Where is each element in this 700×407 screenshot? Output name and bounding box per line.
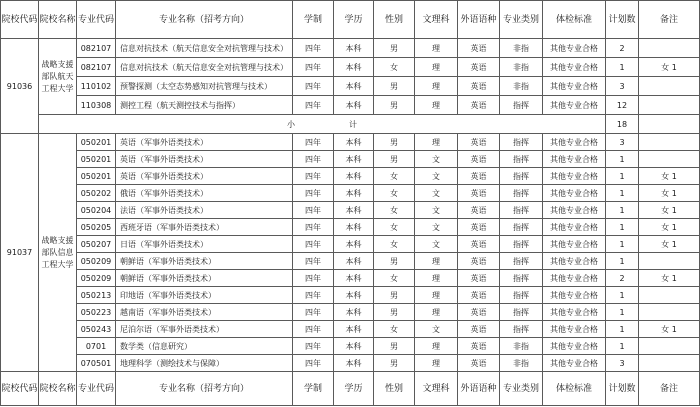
major-name-cell: 印地语（军事外语类技术） (116, 287, 293, 304)
language-cell: 英语 (458, 321, 500, 338)
duration-cell: 四年 (293, 77, 334, 96)
major-name-cell: 越南语（军事外语类技术） (116, 304, 293, 321)
header-track: 文理科 (415, 1, 458, 39)
language-cell: 英语 (458, 151, 500, 168)
note-cell: 女 1 (639, 202, 700, 219)
header-school-code: 院校代码 (1, 372, 39, 406)
language-cell: 英语 (458, 185, 500, 202)
gender-cell: 男 (374, 304, 415, 321)
table-row (1, 236, 700, 253)
header-language: 外语语种 (458, 372, 500, 406)
header-gender: 性别 (374, 372, 415, 406)
physical-cell: 其他专业合格 (543, 321, 606, 338)
track-cell: 文 (415, 321, 458, 338)
physical-cell: 其他专业合格 (543, 287, 606, 304)
header-school-code: 院校代码 (1, 1, 39, 39)
header-duration: 学制 (293, 372, 334, 406)
gender-cell: 女 (374, 58, 415, 77)
table-row (1, 253, 700, 270)
header-duration: 学制 (293, 1, 334, 39)
plan-cell: 1 (606, 287, 639, 304)
major-name-cell: 法语（军事外语类技术） (116, 202, 293, 219)
category-cell: 非指 (500, 338, 543, 355)
header-plan: 计划数 (606, 372, 639, 406)
category-cell: 指挥 (500, 134, 543, 151)
track-cell: 理 (415, 287, 458, 304)
note-cell (639, 355, 700, 372)
major-code-cell: 050201 (77, 134, 116, 151)
header-language: 外语语种 (458, 1, 500, 39)
track-cell: 文 (415, 219, 458, 236)
major-name-cell: 信息对抗技术（航天信息安全对抗管理与技术） (116, 39, 293, 58)
table-row (1, 219, 700, 236)
subtotal-label: 小计 (287, 119, 357, 129)
category-cell: 指挥 (500, 270, 543, 287)
track-cell: 理 (415, 338, 458, 355)
note-cell (639, 253, 700, 270)
header-gender: 性别 (374, 1, 415, 39)
major-name-cell: 测控工程（航天测控技术与指挥） (116, 96, 293, 115)
track-cell: 文 (415, 236, 458, 253)
gender-cell: 男 (374, 151, 415, 168)
header-plan: 计划数 (606, 1, 639, 39)
note-cell (639, 151, 700, 168)
table-row (1, 168, 700, 185)
plan-cell: 1 (606, 219, 639, 236)
plan-cell: 1 (606, 202, 639, 219)
note-cell (639, 39, 700, 58)
major-code-cell: 050201 (77, 151, 116, 168)
plan-cell: 1 (606, 338, 639, 355)
gender-cell: 男 (374, 39, 415, 58)
track-cell: 理 (415, 270, 458, 287)
note-cell (639, 134, 700, 151)
physical-cell: 其他专业合格 (543, 304, 606, 321)
gender-cell: 男 (374, 77, 415, 96)
gender-cell: 女 (374, 270, 415, 287)
subtotal-label-cell (39, 115, 606, 134)
duration-cell: 四年 (293, 338, 334, 355)
category-cell: 非指 (500, 77, 543, 96)
language-cell: 英语 (458, 355, 500, 372)
track-cell: 文 (415, 185, 458, 202)
table-row (1, 287, 700, 304)
plan-cell: 1 (606, 58, 639, 77)
major-name-cell: 日语（军事外语类技术） (116, 236, 293, 253)
degree-cell: 本科 (334, 77, 374, 96)
category-cell: 非指 (500, 58, 543, 77)
note-cell (639, 96, 700, 115)
language-cell: 英语 (458, 134, 500, 151)
track-cell: 文 (415, 151, 458, 168)
major-code-cell: 050201 (77, 168, 116, 185)
major-code-cell: 050202 (77, 185, 116, 202)
category-cell: 指挥 (500, 168, 543, 185)
major-code-cell: 0701 (77, 338, 116, 355)
header-physical: 体检标准 (543, 1, 606, 39)
header-row-bottom (1, 372, 700, 406)
major-code-cell: 050213 (77, 287, 116, 304)
header-school-name: 院校名称 (39, 1, 77, 39)
table-row (1, 321, 700, 338)
track-cell: 理 (415, 134, 458, 151)
table-row (1, 185, 700, 202)
plan-cell: 1 (606, 253, 639, 270)
plan-cell: 3 (606, 355, 639, 372)
physical-cell: 其他专业合格 (543, 39, 606, 58)
degree-cell: 本科 (334, 96, 374, 115)
degree-cell: 本科 (334, 253, 374, 270)
major-code-cell: 050209 (77, 253, 116, 270)
degree-cell: 本科 (334, 151, 374, 168)
table-row (1, 202, 700, 219)
degree-cell: 本科 (334, 321, 374, 338)
duration-cell: 四年 (293, 168, 334, 185)
major-name-cell: 信息对抗技术（航天信息安全对抗管理与技术） (116, 58, 293, 77)
degree-cell: 本科 (334, 338, 374, 355)
gender-cell: 女 (374, 202, 415, 219)
plan-cell: 3 (606, 134, 639, 151)
degree-cell: 本科 (334, 185, 374, 202)
major-code-cell: 050243 (77, 321, 116, 338)
major-name-cell: 尼泊尔语（军事外语类技术） (116, 321, 293, 338)
major-name-cell: 俄语（军事外语类技术） (116, 185, 293, 202)
category-cell: 指挥 (500, 96, 543, 115)
track-cell: 文 (415, 168, 458, 185)
duration-cell: 四年 (293, 270, 334, 287)
duration-cell: 四年 (293, 219, 334, 236)
school-name-cell: 战略支援部队信息工程大学 (39, 134, 77, 372)
physical-cell: 其他专业合格 (543, 185, 606, 202)
language-cell: 英语 (458, 219, 500, 236)
gender-cell: 男 (374, 253, 415, 270)
track-cell: 理 (415, 253, 458, 270)
note-cell (639, 287, 700, 304)
table-body (1, 1, 700, 406)
category-cell: 非指 (500, 355, 543, 372)
plan-cell: 2 (606, 270, 639, 287)
physical-cell: 其他专业合格 (543, 270, 606, 287)
physical-cell: 其他专业合格 (543, 355, 606, 372)
physical-cell: 其他专业合格 (543, 168, 606, 185)
category-cell: 指挥 (500, 304, 543, 321)
language-cell: 英语 (458, 96, 500, 115)
gender-cell: 男 (374, 134, 415, 151)
degree-cell: 本科 (334, 219, 374, 236)
note-cell: 女 1 (639, 236, 700, 253)
category-cell: 指挥 (500, 185, 543, 202)
note-cell: 女 1 (639, 321, 700, 338)
duration-cell: 四年 (293, 236, 334, 253)
plan-cell: 2 (606, 39, 639, 58)
track-cell: 理 (415, 77, 458, 96)
header-note: 备注 (639, 372, 700, 406)
school-code-cell: 91037 (1, 134, 39, 372)
header-note: 备注 (639, 1, 700, 39)
major-name-cell: 预警探测（太空态势感知对抗管理与技术） (116, 77, 293, 96)
gender-cell: 女 (374, 236, 415, 253)
major-name-cell: 朝鲜语（军事外语类技术） (116, 270, 293, 287)
note-cell (639, 338, 700, 355)
table-row (1, 355, 700, 372)
plan-cell: 1 (606, 304, 639, 321)
language-cell: 英语 (458, 236, 500, 253)
table-row (1, 151, 700, 168)
table-row (1, 134, 700, 151)
gender-cell: 男 (374, 355, 415, 372)
note-cell: 女 1 (639, 270, 700, 287)
duration-cell: 四年 (293, 202, 334, 219)
duration-cell: 四年 (293, 185, 334, 202)
gender-cell: 女 (374, 185, 415, 202)
physical-cell: 其他专业合格 (543, 151, 606, 168)
duration-cell: 四年 (293, 355, 334, 372)
header-degree: 学历 (334, 372, 374, 406)
duration-cell: 四年 (293, 58, 334, 77)
gender-cell: 女 (374, 219, 415, 236)
language-cell: 英语 (458, 168, 500, 185)
duration-cell: 四年 (293, 96, 334, 115)
physical-cell: 其他专业合格 (543, 253, 606, 270)
note-cell (639, 304, 700, 321)
category-cell: 指挥 (500, 151, 543, 168)
duration-cell: 四年 (293, 253, 334, 270)
physical-cell: 其他专业合格 (543, 219, 606, 236)
major-name-cell: 朝鲜语（军事外语类技术） (116, 253, 293, 270)
language-cell: 英语 (458, 338, 500, 355)
table-row (1, 304, 700, 321)
duration-cell: 四年 (293, 39, 334, 58)
table-row (1, 77, 700, 96)
subtotal-value-cell: 18 (606, 115, 639, 134)
language-cell: 英语 (458, 270, 500, 287)
header-track: 文理科 (415, 372, 458, 406)
degree-cell: 本科 (334, 270, 374, 287)
duration-cell: 四年 (293, 151, 334, 168)
category-cell: 指挥 (500, 236, 543, 253)
physical-cell: 其他专业合格 (543, 77, 606, 96)
category-cell: 指挥 (500, 219, 543, 236)
plan-cell: 1 (606, 321, 639, 338)
header-major-name: 专业名称（招考方向） (116, 372, 293, 406)
degree-cell: 本科 (334, 304, 374, 321)
school-name-cell: 战略支援部队航天工程大学 (39, 39, 77, 115)
gender-cell: 女 (374, 168, 415, 185)
category-cell: 指挥 (500, 321, 543, 338)
gender-cell: 男 (374, 287, 415, 304)
note-cell: 女 1 (639, 185, 700, 202)
degree-cell: 本科 (334, 39, 374, 58)
header-category: 专业类别 (500, 1, 543, 39)
plan-cell: 1 (606, 185, 639, 202)
duration-cell: 四年 (293, 134, 334, 151)
physical-cell: 其他专业合格 (543, 338, 606, 355)
major-name-cell: 地理科学（测绘技术与保障） (116, 355, 293, 372)
category-cell: 指挥 (500, 253, 543, 270)
track-cell: 理 (415, 355, 458, 372)
gender-cell: 男 (374, 338, 415, 355)
degree-cell: 本科 (334, 202, 374, 219)
track-cell: 理 (415, 304, 458, 321)
major-code-cell: 110102 (77, 77, 116, 96)
track-cell: 理 (415, 39, 458, 58)
track-cell: 理 (415, 96, 458, 115)
major-code-cell: 110308 (77, 96, 116, 115)
gender-cell: 男 (374, 96, 415, 115)
major-code-cell: 070501 (77, 355, 116, 372)
degree-cell: 本科 (334, 355, 374, 372)
major-code-cell: 050223 (77, 304, 116, 321)
header-major-name: 专业名称（招考方向） (116, 1, 293, 39)
language-cell: 英语 (458, 39, 500, 58)
table-row (1, 270, 700, 287)
major-name-cell: 西班牙语（军事外语类技术） (116, 219, 293, 236)
header-physical: 体检标准 (543, 372, 606, 406)
subtotal-row (1, 115, 700, 134)
duration-cell: 四年 (293, 304, 334, 321)
degree-cell: 本科 (334, 236, 374, 253)
major-code-cell: 050207 (77, 236, 116, 253)
note-cell: 女 1 (639, 168, 700, 185)
track-cell: 理 (415, 58, 458, 77)
language-cell: 英语 (458, 253, 500, 270)
major-code-cell: 082107 (77, 39, 116, 58)
language-cell: 英语 (458, 202, 500, 219)
table-row (1, 96, 700, 115)
language-cell: 英语 (458, 77, 500, 96)
physical-cell: 其他专业合格 (543, 96, 606, 115)
major-code-cell: 050205 (77, 219, 116, 236)
degree-cell: 本科 (334, 58, 374, 77)
school-code-cell: 91036 (1, 39, 39, 134)
gender-cell: 女 (374, 321, 415, 338)
major-code-cell: 050209 (77, 270, 116, 287)
header-major-code: 专业代码 (77, 372, 116, 406)
plan-cell: 1 (606, 151, 639, 168)
header-school-name: 院校名称 (39, 372, 77, 406)
header-category: 专业类别 (500, 372, 543, 406)
physical-cell: 其他专业合格 (543, 58, 606, 77)
plan-cell: 1 (606, 168, 639, 185)
physical-cell: 其他专业合格 (543, 202, 606, 219)
major-name-cell: 数学类（信息研究） (116, 338, 293, 355)
table-row (1, 338, 700, 355)
plan-cell: 1 (606, 236, 639, 253)
plan-cell: 3 (606, 77, 639, 96)
header-row (1, 1, 700, 39)
major-name-cell: 英语（军事外语类技术） (116, 168, 293, 185)
degree-cell: 本科 (334, 287, 374, 304)
category-cell: 指挥 (500, 202, 543, 219)
note-cell (639, 77, 700, 96)
language-cell: 英语 (458, 58, 500, 77)
duration-cell: 四年 (293, 287, 334, 304)
physical-cell: 其他专业合格 (543, 134, 606, 151)
note-cell: 女 1 (639, 58, 700, 77)
table-row (1, 39, 700, 58)
degree-cell: 本科 (334, 168, 374, 185)
header-degree: 学历 (334, 1, 374, 39)
major-name-cell: 英语（军事外语类技术） (116, 151, 293, 168)
category-cell: 非指 (500, 39, 543, 58)
track-cell: 文 (415, 202, 458, 219)
major-name-cell: 英语（军事外语类技术） (116, 134, 293, 151)
duration-cell: 四年 (293, 321, 334, 338)
major-code-cell: 050204 (77, 202, 116, 219)
physical-cell: 其他专业合格 (543, 236, 606, 253)
category-cell: 指挥 (500, 287, 543, 304)
subtotal-note-cell (639, 115, 700, 134)
plan-cell: 12 (606, 96, 639, 115)
note-cell: 女 1 (639, 219, 700, 236)
major-code-cell: 082107 (77, 58, 116, 77)
header-major-code: 专业代码 (77, 1, 116, 39)
table-row (1, 58, 700, 77)
language-cell: 英语 (458, 287, 500, 304)
language-cell: 英语 (458, 304, 500, 321)
degree-cell: 本科 (334, 134, 374, 151)
